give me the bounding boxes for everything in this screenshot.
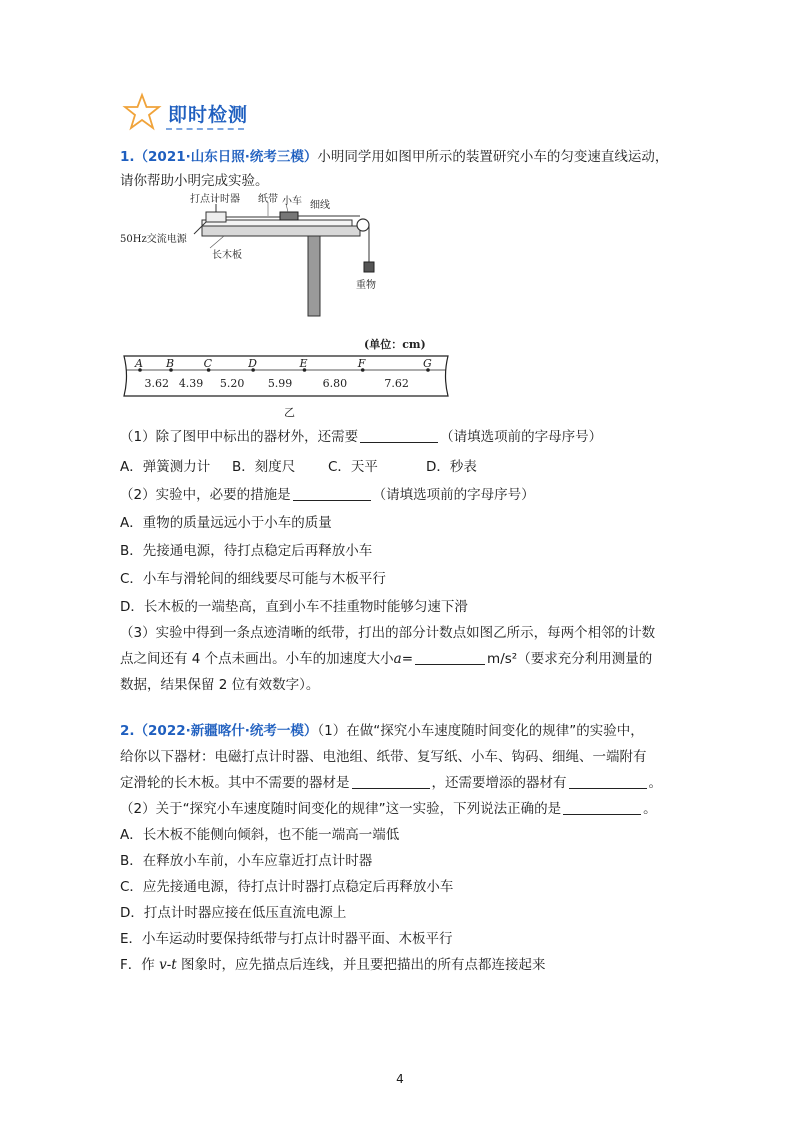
q1-p2-option-c[interactable]: C．小车与滑轮间的细线要尽可能与木板平行	[120, 571, 386, 587]
q1-p2-option-b[interactable]: B．先接通电源，待打点稳定后再释放小车	[120, 543, 373, 559]
tape-point-label-c: C	[203, 357, 213, 370]
q1-part3-line1: （3）实验中得到一条点迹清晰的纸带，打出的部分计数点如图乙所示，每两个相邻的计数	[120, 625, 656, 641]
weight-block	[364, 262, 374, 272]
pulley	[357, 219, 369, 231]
q1-p2-option-a[interactable]: A．重物的质量远远小于小车的质量	[120, 515, 332, 531]
q1-p2-option-d[interactable]: D．长木板的一端垫高，直到小车不挂重物时能够匀速下滑	[120, 599, 468, 615]
cart-rect	[280, 212, 298, 220]
tape-unit: (单位：cm)	[364, 338, 426, 351]
q1-part2-text: （2）实验中，必要的措施是	[120, 487, 291, 503]
tape-distance-1: 4.39	[178, 377, 204, 390]
label-tape: 纸带	[258, 194, 278, 205]
tape-distance-5: 7.62	[384, 377, 409, 390]
q2-line1-text: （1）在做“探究小车速度随时间变化的规律”的实验中，	[317, 723, 644, 739]
q1-part2-tail: （请填选项前的字母序号）	[372, 487, 535, 503]
q1-part1-tail: （请填选项前的字母序号）	[440, 429, 603, 445]
q1-part3-line3: 数据，结果保留 2 位有效数字）。	[120, 677, 320, 693]
q1-stem-text: 小明同学用如图甲所示的装置研究小车的匀变速直线运动，	[317, 149, 669, 165]
q2-number: 2.	[120, 723, 135, 739]
tape-point-label-d: D	[248, 357, 257, 370]
table-top	[202, 226, 360, 236]
tape-distance-2: 5.20	[219, 377, 245, 390]
tape-point-label-a: A	[135, 357, 143, 370]
q1-part1	[120, 428, 602, 446]
q1-part3-blank[interactable]	[415, 650, 485, 665]
q1-part3-text-b: （要求充分利用测量的	[517, 651, 653, 667]
q1-p1-option-a[interactable]: A．弹簧测力计	[120, 459, 211, 475]
caption-b: 乙	[284, 406, 295, 419]
q2-line1	[120, 722, 644, 740]
q1-p1-option-c[interactable]: C．天平	[328, 459, 378, 475]
q2-part2	[120, 800, 657, 818]
q1-part3-var: a	[393, 651, 402, 667]
q1-part3-line2	[120, 650, 652, 668]
q1-p1-option-d[interactable]: D．秒表	[426, 459, 477, 475]
q2-blank-2[interactable]	[569, 774, 647, 789]
q2-option-d[interactable]: D．打点计时器应接在低压直流电源上	[120, 905, 347, 921]
figure-apparatus	[120, 192, 420, 332]
q1-part2	[120, 486, 535, 504]
q2-option-f-b: 图象时，应先描点后连线，并且要把描出的所有点都连接起来	[176, 957, 546, 973]
tape-point-label-g: G	[423, 357, 432, 370]
q1-part3-unit: m/s²	[487, 651, 518, 667]
tape-point-label-e: E	[299, 357, 308, 370]
q2-line3-c: 。	[648, 775, 662, 791]
timer-box	[206, 212, 226, 222]
q2-line2: 给你以下器材：电磁打点计时器、电池组、纸带、复写纸、小车、钩码、细绳、一端附有	[120, 749, 647, 765]
tape-distance-4: 6.80	[322, 377, 348, 390]
q2-line3-a: 定滑轮的长木板。其中不需要的器材是	[120, 775, 350, 791]
q1-part3-text-a: 点之间还有 4 个点未画出。小车的加速度大小	[120, 651, 394, 667]
q2-part2-blank[interactable]	[563, 800, 641, 815]
q2-line3-b: ，还需要增添的器材有	[431, 775, 567, 791]
q1-part1-blank[interactable]	[360, 428, 438, 443]
q1-p1-option-b[interactable]: B．刻度尺	[232, 459, 296, 475]
q1-part1-text: （1）除了图甲中标出的器材外，还需要	[120, 429, 359, 445]
label-cart: 小车	[282, 196, 302, 207]
table-leg	[308, 236, 320, 316]
section-title: 即时检测	[168, 104, 249, 126]
section-title-underline	[166, 128, 244, 130]
tape-distance-3: 5.99	[267, 377, 293, 390]
q2-option-c[interactable]: C．应先接通电源，待打点计时器打点稳定后再释放小车	[120, 879, 454, 895]
tape-distance-0: 3.62	[144, 377, 170, 390]
q1-part3-eq: =	[401, 651, 414, 667]
label-power: 50Hz交流电源	[120, 234, 187, 245]
tape-point-label-b: B	[166, 357, 175, 370]
q1-part1-options	[120, 458, 477, 476]
q2-line3	[120, 774, 662, 792]
q1-stem-line1	[120, 148, 668, 166]
q2-blank-1[interactable]	[352, 774, 430, 789]
label-timer: 打点计时器	[190, 194, 240, 205]
q2-source: （2022·新疆喀什·统考一模）	[134, 723, 318, 739]
q1-stem-line2: 请你帮助小明完成实验。	[120, 173, 269, 189]
label-weight: 重物	[356, 280, 376, 291]
star-icon	[122, 92, 162, 132]
q2-option-f-var: v-t	[159, 957, 177, 973]
q2-option-a[interactable]: A．长木板不能侧向倾斜，也不能一端高一端低	[120, 827, 400, 843]
q2-option-f-a: F．作	[120, 957, 160, 973]
label-string: 细线	[310, 200, 330, 211]
page-number: 4	[396, 1072, 404, 1086]
q2-option-f[interactable]	[120, 956, 545, 974]
tape-point-label-f: F	[357, 357, 366, 370]
q1-number: 1.	[120, 149, 135, 165]
label-board: 长木板	[212, 250, 242, 261]
q1-part2-blank[interactable]	[293, 486, 371, 501]
q2-part2-end: 。	[643, 801, 657, 817]
figure-tape	[118, 336, 454, 420]
q1-source: （2021·山东日照·统考三模）	[134, 149, 318, 165]
q2-part2-text: （2）关于“探究小车速度随时间变化的规律”这一实验，下列说法正确的是	[120, 801, 562, 817]
q2-option-e[interactable]: E．小车运动时要保持纸带与打点计时器平面、木板平行	[120, 931, 453, 947]
q2-option-b[interactable]: B．在释放小车前，小车应靠近打点计时器	[120, 853, 373, 869]
